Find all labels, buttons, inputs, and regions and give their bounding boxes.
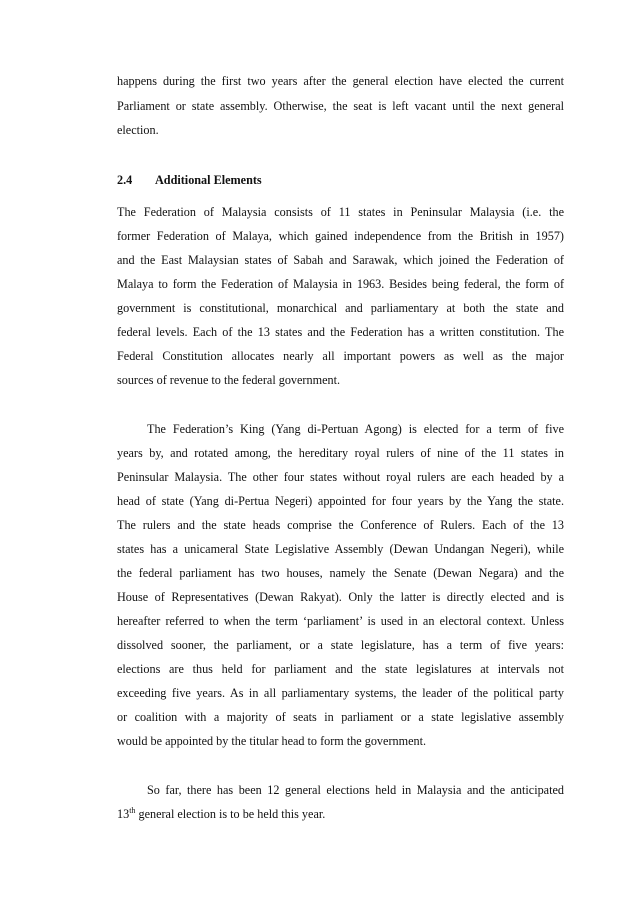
para3-line-2-text: general election is to be held this year. [135, 807, 326, 821]
ordinal-suffix: th [129, 806, 136, 815]
para2-line-2: years by, and rotated among, the hereditary royal rulers of nine of the 11 states in [117, 446, 564, 460]
para2-line-6: states has a unicameral State Legislative Assembly (Dewan Undangan Negeri), while [117, 542, 564, 556]
para1-line-4: Malaya to form the Federation of Malaysia in 1963. Besides being federal, the form of [117, 277, 564, 291]
para2-line-4: head of state (Yang di-Pertua Negeri) appointed for four years by the Yang the state. [117, 494, 564, 508]
para1-line-3: and the East Malaysian states of Sabah and Sarawak, which joined the Federation of [117, 253, 564, 267]
para2-line-7: the federal parliament has two houses, namely the Senate (Dewan Negara) and the [117, 566, 564, 580]
para2-line-12: exceeding five years. As in all parliamentary systems, the leader of the political party [117, 686, 564, 700]
para3-line-2 [117, 806, 564, 822]
section-number: 2.4 [117, 173, 133, 187]
para1-line-2: former Federation of Malaya, which gained independence from the British in 1957) [117, 229, 564, 243]
ordinal-number: 13 [117, 807, 130, 821]
para1-line-1: The Federation of Malaysia consists of 11 states in Peninsular Malaysia (i.e. the [117, 205, 564, 219]
para2-line-1: The Federation’s King (Yang di-Pertuan Agong) is elected for a term of five [147, 422, 564, 436]
para2-line-9: hereafter referred to when the term ‘parliament’ is used in an electoral context. Unless [117, 614, 564, 628]
intro-line-1: happens during the first two years after the general election have elected the current [117, 74, 564, 88]
para1-line-5: government is constitutional, monarchical and parliamentary at both the state and [117, 301, 564, 315]
para2-line-5: The rulers and the state heads comprise the Conference of Rulers. Each of the 13 [117, 518, 564, 532]
para2-line-10: dissolved sooner, the parliament, or a state legislature, has a term of five years: [117, 638, 564, 652]
para1-line-7: Federal Constitution allocates nearly all important powers as well as the major [117, 349, 564, 363]
para1-line-8: sources of revenue to the federal government. [117, 373, 341, 387]
section-title: Additional Elements [155, 173, 262, 187]
para2-line-11: elections are thus held for parliament and the state legislatures at intervals not [117, 662, 564, 676]
para2-line-3: Peninsular Malaysia. The other four states without royal rulers are each headed by a [117, 470, 564, 484]
para3-line-1: So far, there has been 12 general elections held in Malaysia and the anticipated [147, 783, 564, 797]
intro-line-2: Parliament or state assembly. Otherwise, the seat is left vacant until the next general [117, 99, 564, 113]
section-heading [117, 172, 262, 188]
intro-line-3: election. [117, 123, 159, 137]
para2-line-8: House of Representatives (Dewan Rakyat). Only the latter is directly elected and is [117, 590, 564, 604]
para1-line-6: federal levels. Each of the 13 states and the Federation has a written constitution. The [117, 325, 564, 339]
para2-line-14: would be appointed by the titular head to form the government. [117, 734, 427, 748]
para2-line-13: or coalition with a majority of seats in parliament or a state legislative assembly [117, 710, 564, 724]
